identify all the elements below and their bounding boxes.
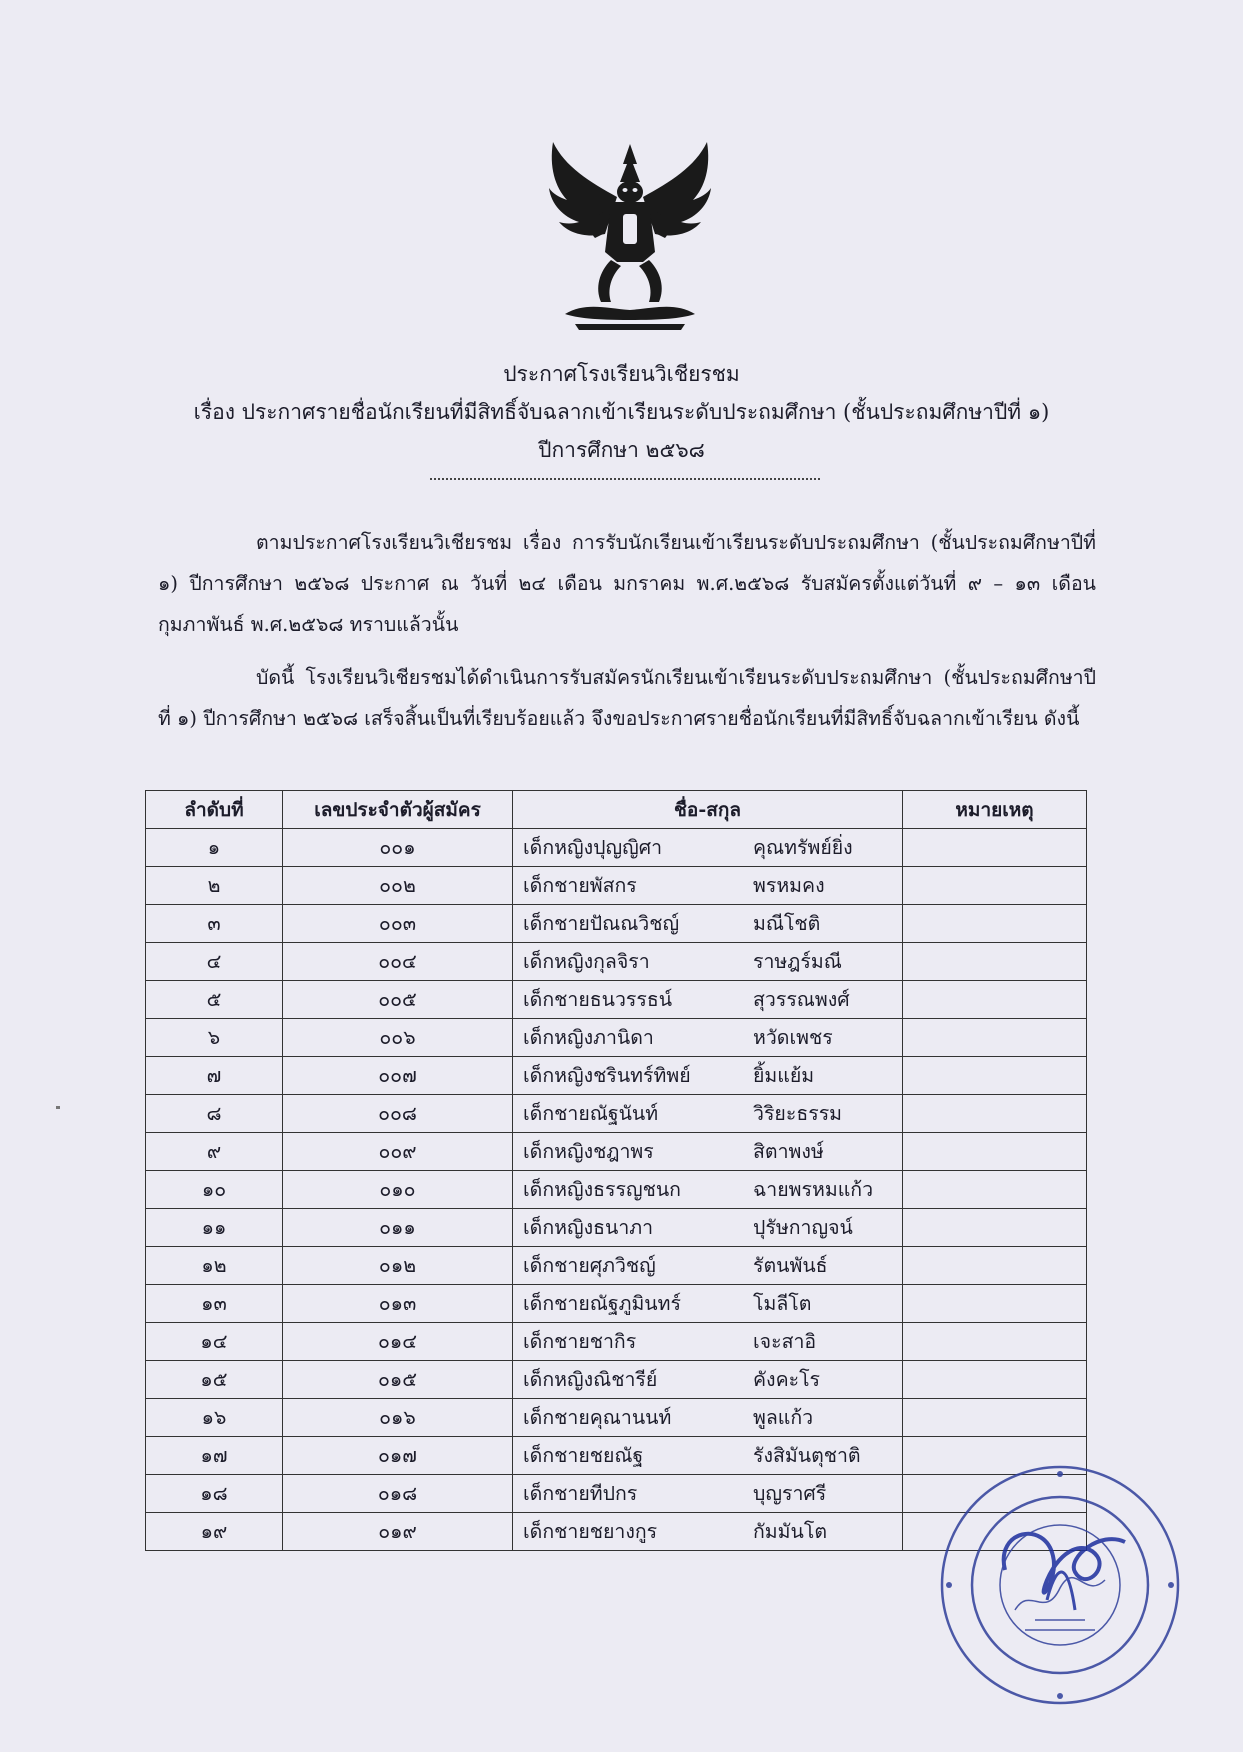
row-full-name [513,1209,903,1247]
row-full-name [513,1171,903,1209]
row-full-name [513,1133,903,1171]
table-row [146,1171,1087,1209]
table-row [146,981,1087,1019]
row-applicant-id: ๐๐๑ [283,829,513,867]
row-last-name: ฉายพรหมแก้ว [753,1178,874,1201]
table-header-row [146,791,1087,829]
row-first-name: เด็กหญิงธรรญชนก [523,1178,681,1201]
announcement-subject: เรื่อง ประกาศรายชื่อนักเรียนที่มีสิทธิ์จับฉลากเข้าเรียนระดับประถมศึกษา (ชั้นประถมศึกษาปีที่ ๑) [193,400,1050,424]
row-first-name: เด็กชายศุภวิชญ์ [523,1254,656,1277]
row-remarks [903,905,1087,943]
row-applicant-id: ๐๐๒ [283,867,513,905]
row-first-name: เด็กหญิงณิชารีย์ [523,1368,658,1391]
row-full-name [513,1475,903,1513]
row-last-name: สุวรรณพงศ์ [753,988,850,1011]
row-first-name: เด็กชายชากิร [523,1330,637,1353]
row-remarks [903,1285,1087,1323]
row-applicant-id: ๐๑๕ [283,1361,513,1399]
table-row [146,1209,1087,1247]
row-last-name: มณีโชติ [753,912,821,935]
row-full-name [513,1057,903,1095]
row-order-number: ๑๕ [146,1361,283,1399]
row-full-name [513,867,903,905]
row-order-number: ๑๔ [146,1323,283,1361]
row-order-number: ๑๙ [146,1513,283,1551]
row-applicant-id: ๐๐๖ [283,1019,513,1057]
row-last-name: วิริยะธรรม [753,1102,843,1125]
row-applicant-id: ๐๑๖ [283,1399,513,1437]
row-last-name: พูลแก้ว [753,1406,814,1429]
table-row [146,867,1087,905]
row-full-name [513,943,903,981]
column-header-applicant-id: เลขประจำตัวผู้สมัคร [283,791,513,829]
row-full-name [513,1285,903,1323]
row-full-name [513,1513,903,1551]
row-order-number: ๕ [146,981,283,1019]
row-first-name: เด็กหญิงชรินทร์ทิพย์ [523,1064,691,1087]
row-applicant-id: ๐๐๗ [283,1057,513,1095]
row-remarks [903,1209,1087,1247]
table-row [146,1095,1087,1133]
body-paragraph-2: บัดนี้ โรงเรียนวิเชียรชมได้ดำเนินการรับสมัครนักเรียนเข้าเรียนระดับประถมศึกษา (ชั้นประถมศึกษาปีที่ ๑) ปีการศึกษา ๒๕๖๘ เสร็จสิ้นเป็นที่เรียบร้อยแล้ว จึงขอประกาศรายชื่อนักเรียนที่มีสิทธิ์จับฉลากเข้าเรียน ดังนี้ [158,666,1096,730]
row-remarks [903,1399,1087,1437]
table-row [146,1285,1087,1323]
row-last-name: สิตาพงษ์ [753,1140,824,1163]
row-full-name [513,1323,903,1361]
row-applicant-id: ๐๐๘ [283,1095,513,1133]
row-last-name: บุญราศรี [753,1482,827,1505]
row-order-number: ๑๘ [146,1475,283,1513]
column-header-order: ลำดับที่ [146,791,283,829]
row-applicant-id: ๐๑๑ [283,1209,513,1247]
row-order-number: ๑๒ [146,1247,283,1285]
student-roster-table [145,790,1087,1551]
row-remarks [903,867,1087,905]
row-last-name: ราษฎร์มณี [753,950,842,973]
row-applicant-id: ๐๑๙ [283,1513,513,1551]
row-first-name: เด็กหญิงธนาภา [523,1216,654,1239]
academic-year: ปีการศึกษา ๒๕๖๘ [538,438,705,462]
row-applicant-id: ๐๑๐ [283,1171,513,1209]
row-full-name [513,1399,903,1437]
row-first-name: เด็กชายทีปกร [523,1482,638,1505]
row-full-name [513,1361,903,1399]
row-last-name: หวัดเพชร [753,1026,833,1049]
row-order-number: ๒ [146,867,283,905]
table-row [146,1361,1087,1399]
row-remarks [903,829,1087,867]
row-last-name: คุณทรัพย์ยิ่ง [753,836,853,859]
row-applicant-id: ๐๑๘ [283,1475,513,1513]
row-order-number: ๘ [146,1095,283,1133]
row-last-name: เจะสาอิ [753,1330,817,1353]
row-remarks [903,1361,1087,1399]
table-row [146,1247,1087,1285]
table-row [146,943,1087,981]
dotted-divider [430,478,820,480]
row-order-number: ๗ [146,1057,283,1095]
row-last-name: รัตนพันธ์ [753,1254,828,1277]
row-full-name [513,829,903,867]
row-remarks [903,1247,1087,1285]
row-order-number: ๑๑ [146,1209,283,1247]
column-header-full-name: ชื่อ-สกุล [513,791,903,829]
row-order-number: ๑ [146,829,283,867]
row-remarks [903,1095,1087,1133]
table-row [146,1133,1087,1171]
announcement-title: ประกาศโรงเรียนวิเชียรชม [503,362,740,386]
body-paragraph-1: ตามประกาศโรงเรียนวิเชียรชม เรื่อง การรับนักเรียนเข้าเรียนระดับประถมศึกษา (ชั้นประถมศึกษาปีที่ ๑) ปีการศึกษา ๒๕๖๘ ประกาศ ณ วันที่ ๒๔ เดือน มกราคม พ.ศ.๒๕๖๘ รับสมัครตั้งแต่วันที่ ๙ – ๑๓ เดือน กุมภาพันธ์ พ.ศ.๒๕๖๘ ทราบแล้วนั้น [158,531,1096,636]
row-remarks [903,1133,1087,1171]
garuda-emblem-icon [545,142,715,332]
row-full-name [513,1095,903,1133]
row-applicant-id: ๐๑๓ [283,1285,513,1323]
column-header-remarks: หมายเหตุ [903,791,1087,829]
row-first-name: เด็กชายปัณณวิชญ์ [523,912,680,935]
row-applicant-id: ๐๐๕ [283,981,513,1019]
row-last-name: กัมมันโต [753,1520,827,1543]
row-first-name: เด็กชายณัฐนันท์ [523,1102,659,1125]
row-last-name: พรหมคง [753,874,825,897]
row-first-name: เด็กชายพัสกร [523,874,637,897]
table-body [146,829,1087,1551]
row-remarks [903,1057,1087,1095]
row-first-name: เด็กหญิงปุญญิศา [523,836,663,859]
row-full-name [513,981,903,1019]
table-row [146,1399,1087,1437]
row-first-name: เด็กหญิงชฎาพร [523,1140,654,1163]
row-remarks [903,943,1087,981]
row-full-name [513,1019,903,1057]
row-remarks [903,981,1087,1019]
table-row [146,829,1087,867]
row-order-number: ๑๓ [146,1285,283,1323]
row-applicant-id: ๐๐๔ [283,943,513,981]
row-first-name: เด็กหญิงภานิดา [523,1026,654,1049]
row-remarks [903,1019,1087,1057]
row-order-number: ๔ [146,943,283,981]
table-row [146,1323,1087,1361]
row-first-name: เด็กชายชยางกูร [523,1520,658,1543]
row-first-name: เด็กชายชยณัฐ [523,1444,644,1467]
row-applicant-id: ๐๑๗ [283,1437,513,1475]
row-applicant-id: ๐๑๔ [283,1323,513,1361]
row-last-name: ปุรัษกาญจน์ [753,1216,853,1239]
row-order-number: ๑๖ [146,1399,283,1437]
row-first-name: เด็กชายณัฐภูมินทร์ [523,1292,681,1315]
table-row [146,1019,1087,1057]
row-remarks [903,1323,1087,1361]
row-last-name: ยิ้มแย้ม [753,1064,815,1087]
table-row [146,1057,1087,1095]
row-order-number: ๓ [146,905,283,943]
row-order-number: ๑๐ [146,1171,283,1209]
row-last-name: โมลีโต [753,1292,812,1315]
row-applicant-id: ๐๑๒ [283,1247,513,1285]
row-order-number: ๖ [146,1019,283,1057]
row-last-name: คังคะโร [753,1368,821,1391]
row-full-name [513,905,903,943]
row-order-number: ๑๗ [146,1437,283,1475]
scan-speck [56,1106,60,1109]
row-applicant-id: ๐๐๓ [283,905,513,943]
row-first-name: เด็กชายคุณานนท์ [523,1406,672,1429]
table-row [146,905,1087,943]
row-full-name [513,1437,903,1475]
row-full-name [513,1247,903,1285]
row-order-number: ๙ [146,1133,283,1171]
school-seal-stamp [935,1460,1185,1710]
row-remarks [903,1171,1087,1209]
row-last-name: รังสิมันตุชาติ [753,1444,861,1467]
row-first-name: เด็กหญิงกุลจิรา [523,950,650,973]
row-first-name: เด็กชายธนวรรธน์ [523,988,673,1011]
row-applicant-id: ๐๐๙ [283,1133,513,1171]
